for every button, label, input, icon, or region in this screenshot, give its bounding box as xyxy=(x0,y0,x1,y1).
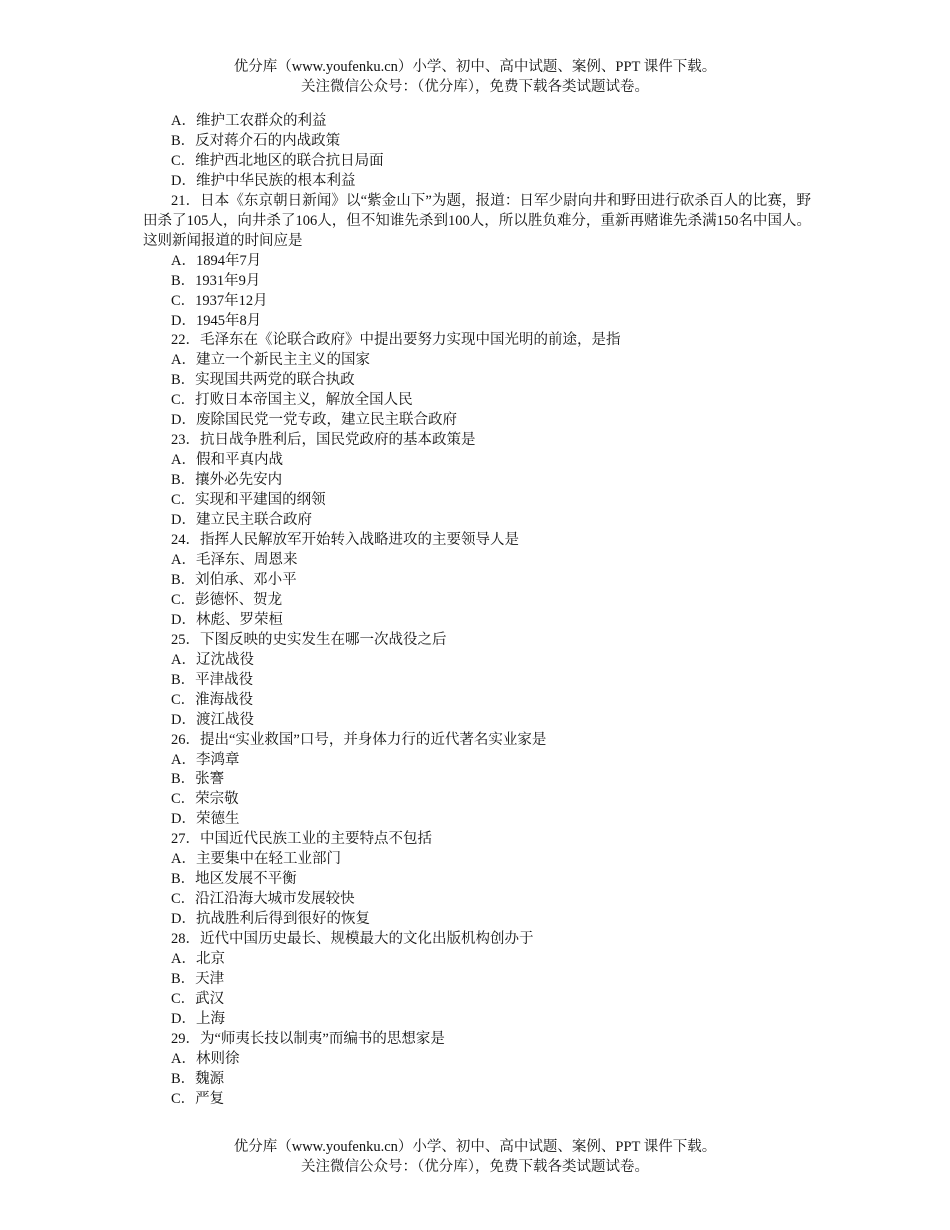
q25-option-d: D．渡江战役 xyxy=(171,711,254,728)
q28-option-a: A．北京 xyxy=(171,951,225,968)
q28-option-b: B．天津 xyxy=(171,970,225,987)
q23-option-c: C．实现和平建国的纲领 xyxy=(171,492,326,509)
page-header xyxy=(0,57,950,97)
q21-stem: 21．日本《东京朝日新闻》以“紫金山下”为题，报道：日军少尉向井和野田进行砍杀百人的比赛，野田杀了105人，向井杀了106人，但不知谁先杀到100人，所以胜负难分，重新再赌谁先杀满150名中国人。这则新闻报道的时间应是 xyxy=(143,192,811,249)
q26-option-a: A．李鸿章 xyxy=(171,751,240,768)
q21-option-a: A．1894年7月 xyxy=(171,252,262,269)
q22-option-c: C．打败日本帝国主义，解放全国人民 xyxy=(171,392,413,409)
header-line-2: 关注微信公众号：（优分库），免费下载各类试题试卷。 xyxy=(301,79,649,95)
q27-option-c: C．沿江沿海大城市发展较快 xyxy=(171,891,355,908)
q25-option-b: B．平津战役 xyxy=(171,671,254,688)
q22-option-a: A．建立一个新民主主义的国家 xyxy=(171,352,370,369)
q23-option-a: A．假和平真内战 xyxy=(171,452,283,469)
q29-option-b: B．魏源 xyxy=(171,1070,225,1087)
footer-line-2: 关注微信公众号：（优分库），免费下载各类试题试卷。 xyxy=(301,1159,649,1175)
q27-option-d: D．抗战胜利后得到很好的恢复 xyxy=(171,911,370,928)
q23-stem: 23．抗日战争胜利后，国民党政府的基本政策是 xyxy=(171,432,476,449)
q23-option-b: B．攘外必先安内 xyxy=(171,472,283,489)
header-line-1: 优分库（www.youfenku.cn）小学、初中、高中试题、案例、PPT 课件下载。 xyxy=(233,59,717,75)
q24-option-d: D．林彪、罗荣桓 xyxy=(171,611,283,628)
q26-option-b: B．张謇 xyxy=(171,771,225,788)
q25-option-c: C．淮海战役 xyxy=(171,691,254,708)
q21-option-d: D．1945年8月 xyxy=(171,312,262,329)
q24-option-c: C．彭德怀、贺龙 xyxy=(171,591,283,608)
q22-option-d: D．废除国民党一党专政，建立民主联合政府 xyxy=(171,412,457,429)
q20-option-a: A．维护工农群众的利益 xyxy=(171,113,327,129)
q27-stem: 27．中国近代民族工业的主要特点不包括 xyxy=(171,831,432,848)
q21-option-b: B．1931年9月 xyxy=(171,272,261,289)
q20-option-d: D．维护中华民族的根本利益 xyxy=(171,172,356,189)
question-list xyxy=(143,112,811,1110)
q27-option-b: B．地区发展不平衡 xyxy=(171,871,297,888)
q28-stem: 28．近代中国历史最长、规模最大的文化出版机构创办于 xyxy=(171,931,534,948)
q29-option-c: C．严复 xyxy=(171,1090,225,1107)
q24-option-a: A．毛泽东、周恩来 xyxy=(171,551,298,568)
q26-option-d: D．荣德生 xyxy=(171,811,240,828)
q26-option-c: C．荣宗敬 xyxy=(171,791,239,808)
q23-option-d: D．建立民主联合政府 xyxy=(171,512,312,529)
q21-option-c: C．1937年12月 xyxy=(171,292,268,309)
q20-option-c: C．维护西北地区的联合抗日局面 xyxy=(171,152,384,169)
q24-stem: 24．指挥人民解放军开始转入战略进攻的主要领导人是 xyxy=(171,532,519,549)
page-footer xyxy=(0,1137,950,1177)
q22-option-b: B．实现国共两党的联合执政 xyxy=(171,372,355,389)
q22-stem: 22．毛泽东在《论联合政府》中提出要努力实现中国光明的前途，是指 xyxy=(171,332,621,349)
q24-option-b: B．刘伯承、邓小平 xyxy=(171,571,297,588)
q26-stem: 26．提出“实业救国”口号，并身体力行的近代著名实业家是 xyxy=(171,731,547,748)
q27-option-a: A．主要集中在轻工业部门 xyxy=(171,851,341,868)
q28-option-c: C．武汉 xyxy=(171,990,225,1007)
q29-option-a: A．林则徐 xyxy=(171,1050,240,1067)
q29-stem: 29．为“师夷长技以制夷”而编书的思想家是 xyxy=(171,1030,445,1047)
q20-option-b: B．反对蒋介石的内战政策 xyxy=(171,132,341,149)
q25-stem: 25．下图反映的史实发生在哪一次战役之后 xyxy=(171,631,447,648)
q28-option-d: D．上海 xyxy=(171,1010,225,1027)
footer-line-1: 优分库（www.youfenku.cn）小学、初中、高中试题、案例、PPT 课件下载。 xyxy=(233,1139,717,1155)
q25-option-a: A．辽沈战役 xyxy=(171,651,254,668)
